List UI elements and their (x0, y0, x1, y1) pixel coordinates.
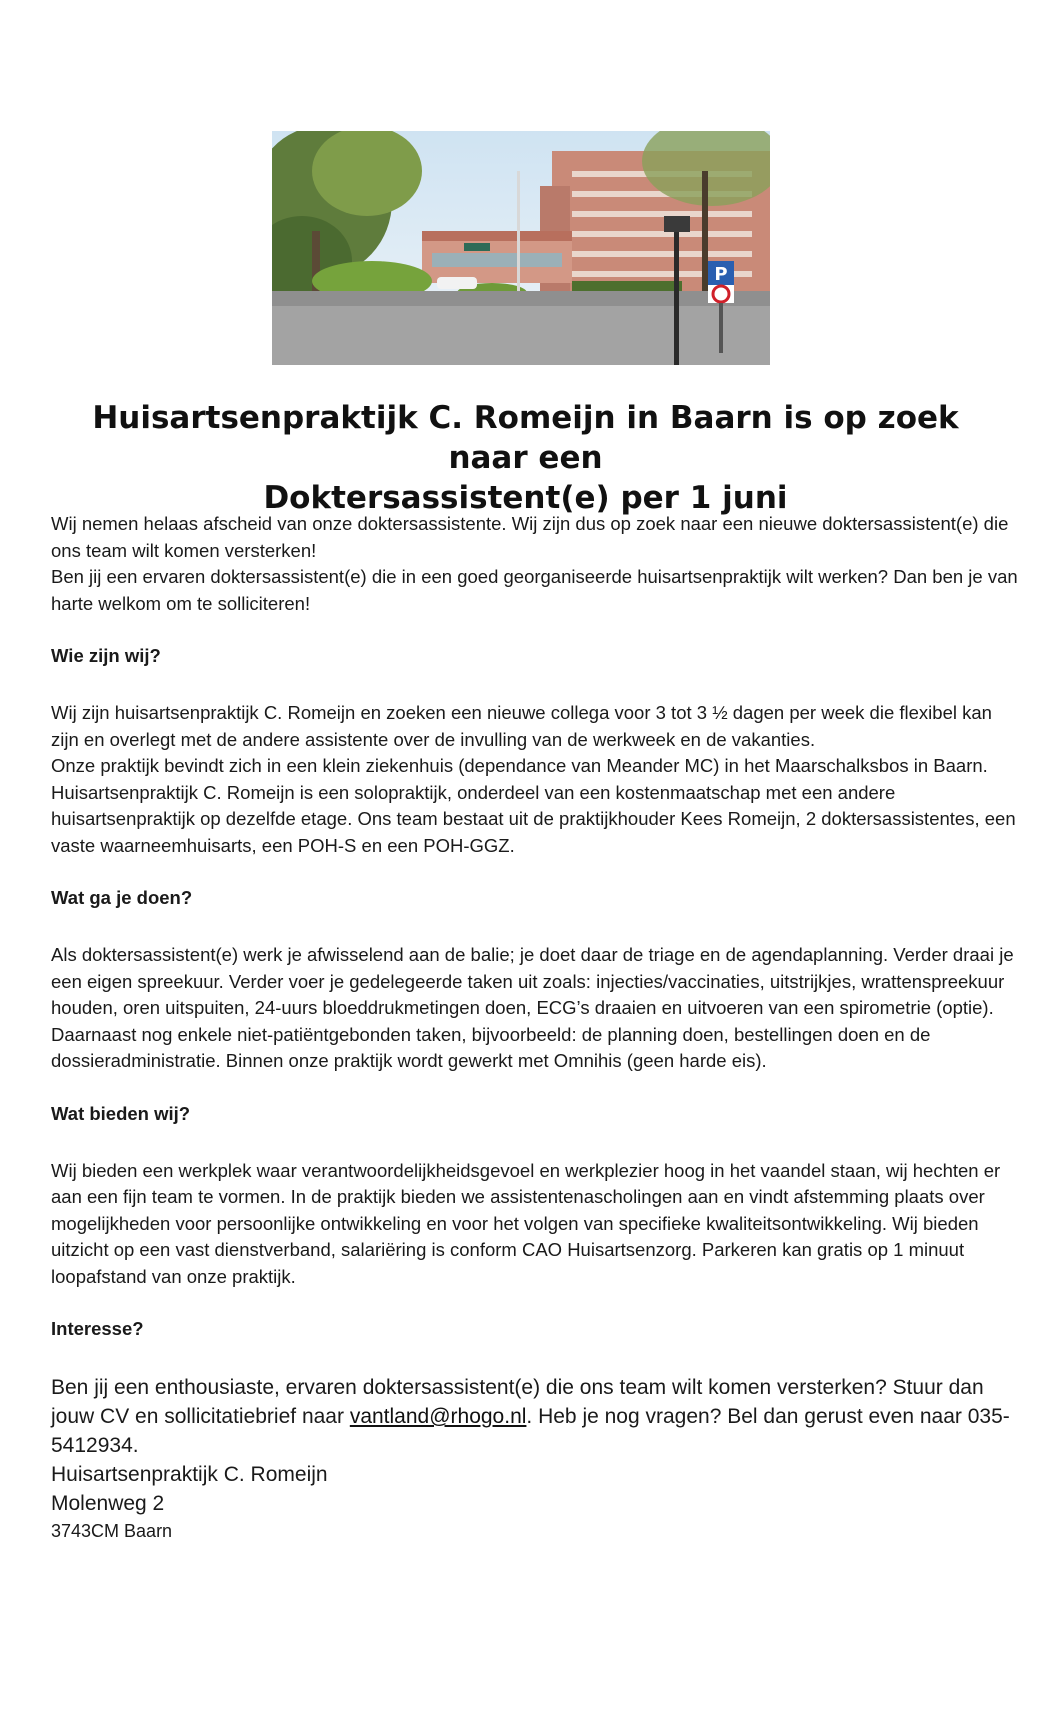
offer-paragraph: Wij bieden een werkplek waar verantwoordelijkheidsgevoel en werkplezier hoog in het vaandel staan, wij hechten er aan een fijn team te vormen. In de praktijk bieden we assistentenascholingen aan en vindt afstemming plaats over mogelijkheden voor persoonlijke ontwikkeling en voor het volgen van specifieke kwaliteitsontwikkeling. Wij bieden uitzicht op een vast dienstverband, salariëring is conform CAO Huisartsenzorg. Parkeren kan gratis op 1 minuut loopafstand van onze praktijk. (51, 1159, 1001, 1287)
address-street: Molenweg 2 (51, 1492, 165, 1515)
tasks-paragraph: Als doktersassistent(e) werk je afwisselend aan de balie; je doet daar de triage en de agendaplanning. Verder draai je een eigen spreekuur. Verder voer je gedelegeerde taken uit zoals: injecties/vaccinaties, uitstrijkjes, wrattenspreekuur houden, oren uitspuiten, 24-uurs bloeddrukmetingen doen, ECG’s draaien en uitvoeren van een spirometrie (optie). Daarnaast nog enkele niet-patiëntgebonden taken, bijvoorbeeld: de planning doen, bestellingen doen en de dossieradministratie. Binnen onze praktijk wordt gewerkt met Omnihis (geen harde eis). (51, 944, 1014, 1071)
address-name: Huisartsenpraktijk C. Romeijn (51, 1463, 328, 1486)
section-heading-offer: Wat bieden wij? (51, 1102, 191, 1124)
interest-text-after: . Heb je nog vragen? Bel dan gerust even naar 035-5412934. (51, 1405, 1010, 1457)
email-link[interactable]: vantland@rhogo.nl (349, 1405, 527, 1428)
intro-paragraph-1: Wij nemen helaas afscheid van onze doktersassistente. Wij zijn dus op zoek naar een nieuwe doktersassistent(e) die ons team wilt komen versterken! (51, 513, 1009, 561)
section-heading-tasks: Wat ga je doen? (51, 887, 193, 908)
section-heading-who: Wie zijn wij? (51, 645, 161, 666)
title-line-1: Huisartsenpraktijk C. Romeijn in Baarn is op zoek naar een (92, 400, 959, 476)
svg-text:P: P (714, 264, 728, 285)
title-line-2: Doktersassistent(e) per 1 juni (263, 480, 788, 516)
page-title (60, 398, 991, 518)
intro-paragraph-2: Ben jij een ervaren doktersassistent(e) die in een goed georganiseerde huisartsenpraktijk wilt werken? Dan ben je van harte welkom om te solliciteren! (51, 566, 1018, 614)
who-paragraph-2: Onze praktijk bevindt zich in een klein ziekenhuis (dependance van Meander MC) in het Maarschalksbos in Baarn. Huisartsenpraktijk C. Romeijn is een solopraktijk, onderdeel van een kostenmaatschap met een andere huisartsenpraktijk op dezelfde etage. Ons team bestaat uit de praktijkhouder Kees Romeijn, 2 doktersassistentes, een vaste waarneemhuisarts, een POH-S en een POH-GGZ. (51, 755, 1016, 856)
vacancy-body (51, 511, 1021, 1544)
interest-text-before: Ben jij een enthousiaste, ervaren doktersassistent(e) die ons team wilt komen versterken? Stuur dan jouw CV en sollicitatiebrief naar (51, 1376, 984, 1428)
interest-paragraph (51, 1373, 1021, 1460)
who-paragraph-1: Wij zijn huisartsenpraktijk C. Romeijn en zoeken een nieuwe collega voor 3 tot 3 ½ dagen per week die flexibel kan zijn en overlegt met de andere assistente over de invulling van de werkweek en de vakanties. (51, 702, 992, 750)
section-heading-interest: Interesse? (51, 1318, 144, 1339)
address-city: 3743CM Baarn (51, 1521, 173, 1541)
hospital-photo (272, 131, 770, 365)
